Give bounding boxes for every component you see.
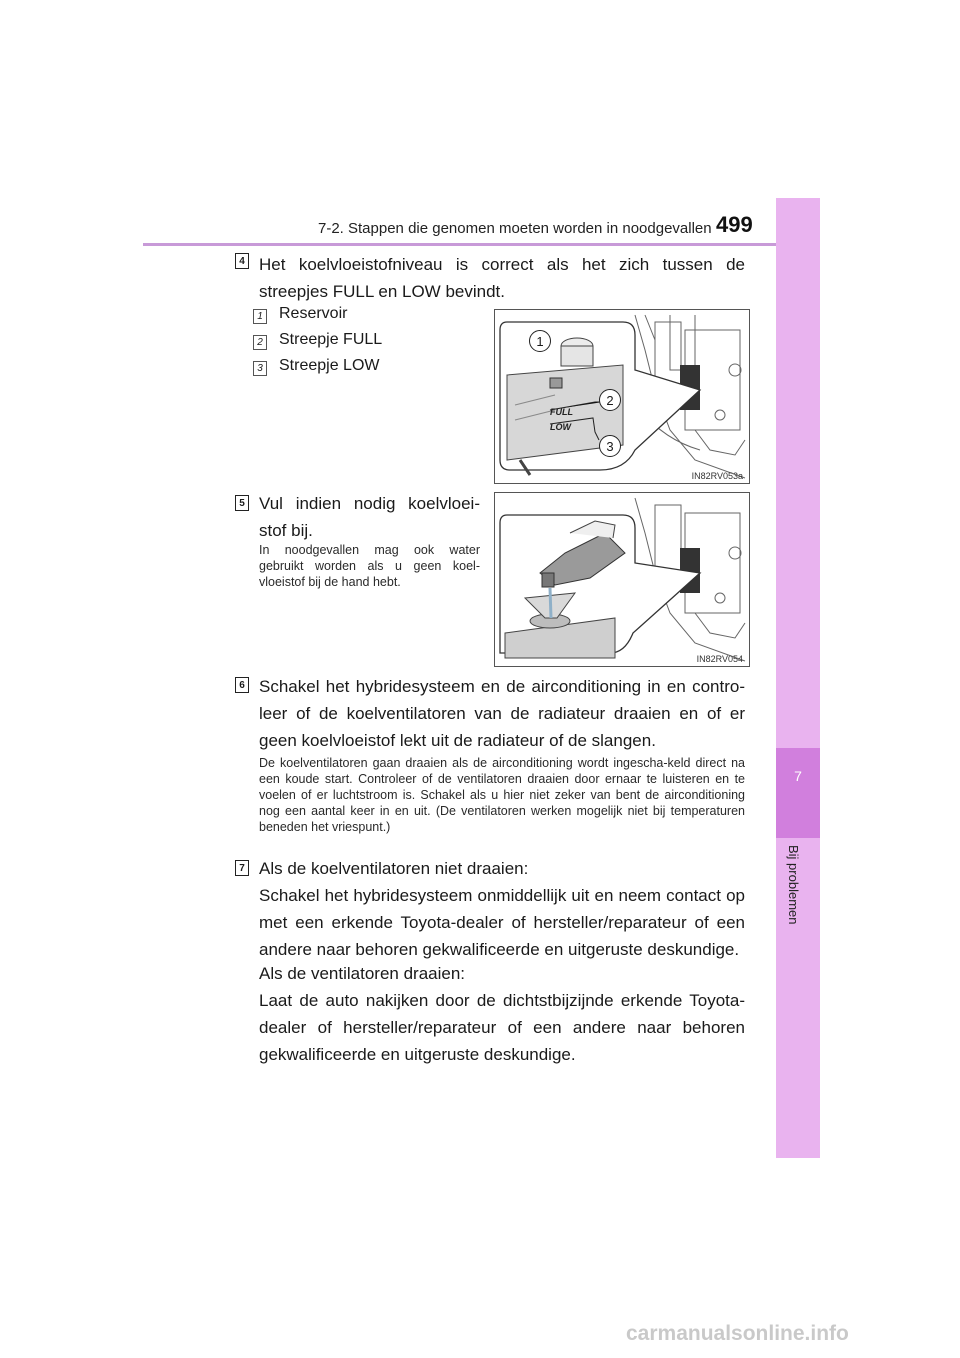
watermark: carmanualsonline.info: [626, 1322, 849, 1345]
step-7-text-1: Schakel het hybridesysteem onmiddellijk uit en neem contact op met een erkende Toyota-dealer of hersteller/reparateur of een andere naar behoren gekwalificeerde en uitgeruste deskundige.: [259, 886, 745, 959]
figure-adding-coolant: [494, 492, 750, 667]
step-7-heading-1: Als de koelventilatoren niet draaien:: [259, 859, 529, 878]
header-divider: [143, 243, 819, 246]
step-marker-5: 5: [235, 495, 249, 511]
item-number-3: 3: [253, 361, 267, 376]
chapter-number: 7: [794, 768, 802, 784]
refill-illustration: [495, 493, 749, 666]
step-7-heading-2: Als de ventilatoren draaien:: [259, 964, 466, 983]
item-number-2: 2: [253, 335, 267, 350]
page-number: 499: [716, 212, 753, 237]
callout-1: 1: [529, 330, 551, 352]
step-7-text-2: Laat de auto nakijken door de dichtstbijzijnde erkende Toyota-dealer of hersteller/reparateur of een andere naar behoren gekwalificeerde en uitgeruste deskundige.: [259, 991, 745, 1064]
item-label-low: Streepje LOW: [279, 357, 380, 374]
step-5-note: In noodgevallen mag ook water gebruikt worden als u geen koel-vloeistof bij de hand hebt.: [259, 543, 480, 589]
item-label-reservoir: Reservoir: [279, 305, 348, 322]
step-6-note: De koelventilatoren gaan draaien als de airconditioning wordt ingescha-keld direct na een koude start. Controleer of de ventilatoren draaien door ernaar te luisteren en te voelen of er luchtstroom is. Schakel als u hier niet zeker van bent de airconditioning nog een aantal keer in en uit. (De ventilatoren werken mogelijk niet bij temperaturen beneden het vriespunt.): [259, 756, 745, 834]
figure-code: IN82RV054: [696, 654, 743, 664]
low-label: LOW: [550, 422, 571, 432]
figure-code: IN82RV053a: [691, 471, 743, 481]
chapter-label: Bij problemen: [786, 845, 801, 925]
step-5-text: Vul indien nodig koelvloei-stof bij.: [259, 494, 480, 540]
step-4-text: Het koelvloeistofniveau is correct als het zich tussen de streepjes FULL en LOW bevindt.: [259, 255, 745, 301]
chapter-tab-highlight: [776, 748, 820, 838]
callout-3: 3: [599, 435, 621, 457]
step-marker-7: 7: [235, 860, 249, 876]
step-6-text: Schakel het hybridesysteem en de airconditioning in en contro-leer of de koelventilatoren van de radiateur draaien en of er geen koelvloeistof lekt uit de radiateur of de slangen.: [259, 677, 745, 750]
step-marker-4: 4: [235, 253, 249, 269]
page-header-title: 7-2. Stappen die genomen moeten worden in noodgevallen: [318, 220, 712, 237]
item-number-1: 1: [253, 309, 267, 324]
full-label: FULL: [550, 407, 573, 417]
figure-coolant-reservoir: [494, 309, 750, 484]
chapter-side-tab: [776, 198, 820, 1158]
callout-2: 2: [599, 389, 621, 411]
item-label-full: Streepje FULL: [279, 331, 383, 348]
step-marker-6: 6: [235, 677, 249, 693]
